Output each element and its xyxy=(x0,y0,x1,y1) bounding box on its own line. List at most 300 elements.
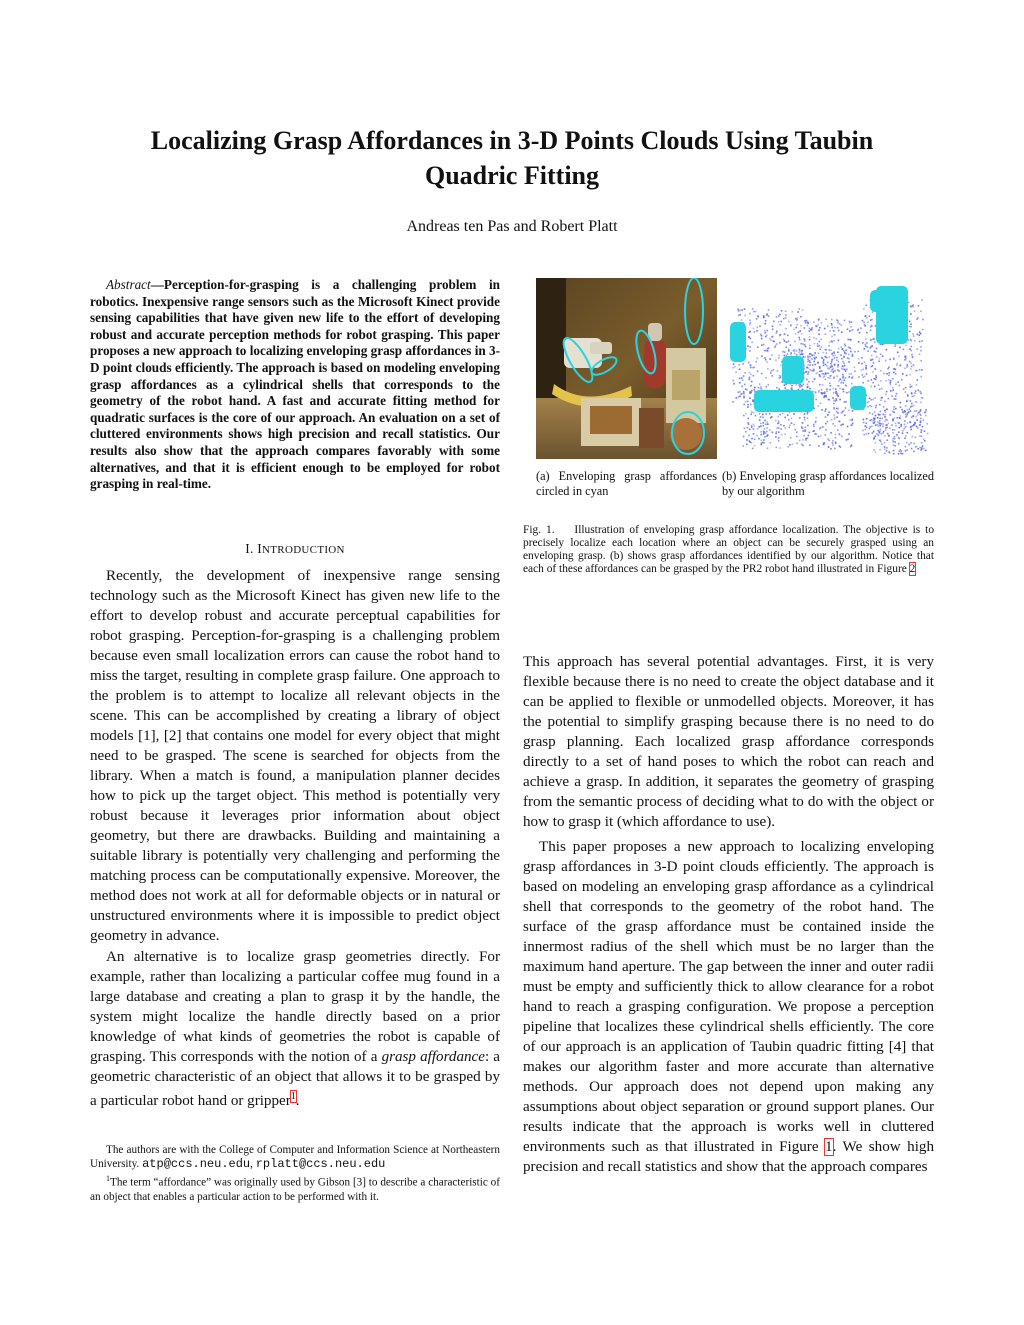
cloud-point xyxy=(841,412,843,414)
cloud-point xyxy=(807,361,809,363)
cloud-point xyxy=(886,447,888,449)
cloud-point xyxy=(753,424,755,426)
cloud-point xyxy=(805,346,807,348)
cloud-point xyxy=(904,437,906,439)
cloud-point xyxy=(879,389,881,391)
cloud-point xyxy=(895,445,897,447)
term-grasp-affordance: grasp affordance xyxy=(381,1049,485,1065)
cloud-point xyxy=(920,391,922,393)
cloud-point xyxy=(739,369,741,371)
cloud-point xyxy=(831,365,833,367)
cloud-point xyxy=(754,445,756,447)
right-p2-text: This paper proposes a new approach to localizing enveloping grasp affordances in 3-D point clouds efficiently. The approach is based on modeling an enveloping grasp affordance as a cylindrical shell that corresponds to the geometry of the robot hand. The surface of the grasp affordance must be contained inside the innermost radius of the shell which must be no larger than the maximum hand aperture. The gap between the inner and outer radii must be empty and sufficiently thick to allow clearance for a robot hand to reach a grasping configuration. We propose a perception pipeline that localizes these cylindrical shells efficiently. The core of our approach is an application of Taubin quadric fitting [4] that makes our algorithm faster and more accurate than alternative methods. Our approach does not depend upon making any assumptions about object separation or ground support planes. Our results indicate that the approach is works well in cluttered environments such as that illustrated in Figure xyxy=(523,839,934,1155)
cloud-point xyxy=(889,372,891,374)
cloud-point xyxy=(765,323,767,325)
cloud-point xyxy=(921,299,923,301)
cloud-point xyxy=(902,411,904,413)
detected-affordance xyxy=(870,290,892,312)
cloud-point xyxy=(881,433,883,435)
cloud-point xyxy=(846,369,848,371)
cloud-point xyxy=(827,421,829,423)
cloud-point xyxy=(912,333,914,335)
cloud-point xyxy=(782,413,784,415)
cloud-point xyxy=(748,435,750,437)
cloud-point xyxy=(907,395,909,397)
cloud-point xyxy=(761,344,763,346)
cloud-point xyxy=(889,452,891,454)
cloud-point xyxy=(755,311,757,313)
cloud-point xyxy=(796,431,798,433)
cloud-point xyxy=(921,340,923,342)
cloud-point xyxy=(808,364,810,366)
cloud-point xyxy=(884,414,886,416)
cloud-point xyxy=(866,373,868,375)
cloud-point xyxy=(880,380,882,382)
cloud-point xyxy=(920,402,922,404)
cloud-point xyxy=(812,327,814,329)
cloud-point xyxy=(849,321,851,323)
cloud-point xyxy=(796,327,798,329)
cloud-point xyxy=(885,411,887,413)
cloud-point xyxy=(880,423,882,425)
cloud-point xyxy=(839,421,841,423)
cloud-point xyxy=(861,357,863,359)
figure-1-ref-link[interactable]: 1 xyxy=(825,1139,833,1155)
cloud-point xyxy=(799,308,801,310)
cloud-point xyxy=(833,371,835,373)
cloud-point xyxy=(841,380,843,382)
cloud-point xyxy=(778,388,780,390)
cloud-point xyxy=(866,332,868,334)
cloud-point xyxy=(766,431,768,433)
cloud-point xyxy=(869,428,871,430)
cloud-point xyxy=(863,376,865,378)
cloud-point xyxy=(813,426,815,428)
cloud-point xyxy=(832,440,834,442)
cloud-point xyxy=(736,397,738,399)
cloud-point xyxy=(887,439,889,441)
figure-1a-caption: (a) Enveloping grasp affordances circled in cyan xyxy=(536,469,717,498)
cloud-point xyxy=(821,346,823,348)
cloud-point xyxy=(834,414,836,416)
cloud-point xyxy=(867,350,869,352)
cloud-point xyxy=(880,354,882,356)
cloud-point xyxy=(831,359,833,361)
cloud-point xyxy=(837,364,839,366)
cloud-point xyxy=(871,419,873,421)
cloud-point xyxy=(819,349,821,351)
cloud-point xyxy=(913,415,915,417)
cloud-point xyxy=(888,398,890,400)
cloud-point xyxy=(758,316,760,318)
cloud-point xyxy=(886,349,888,351)
cloud-point xyxy=(778,438,780,440)
cloud-point xyxy=(778,315,780,317)
cloud-point xyxy=(885,380,887,382)
cloud-point xyxy=(899,451,901,453)
cloud-point xyxy=(916,419,918,421)
cloud-point xyxy=(920,360,922,362)
cloud-point xyxy=(909,384,911,386)
cloud-point xyxy=(871,339,873,341)
cloud-point xyxy=(802,309,804,311)
cloud-point xyxy=(848,433,850,435)
cloud-point xyxy=(761,440,763,442)
cloud-point xyxy=(876,348,878,350)
cloud-point xyxy=(778,431,780,433)
cloud-point xyxy=(892,419,894,421)
cloud-point xyxy=(865,338,867,340)
cloud-point xyxy=(871,386,873,388)
cloud-point xyxy=(784,384,786,386)
cloud-point xyxy=(917,334,919,336)
cloud-point xyxy=(745,401,747,403)
cloud-point xyxy=(758,438,760,440)
cloud-point xyxy=(879,440,881,442)
cloud-point xyxy=(802,422,804,424)
cloud-point xyxy=(910,338,912,340)
cloud-point xyxy=(868,433,870,435)
cloud-point xyxy=(815,392,817,394)
cloud-point xyxy=(771,370,773,372)
cloud-point xyxy=(898,437,900,439)
cloud-point xyxy=(809,330,811,332)
cloud-point xyxy=(749,372,751,374)
cloud-point xyxy=(874,419,876,421)
cloud-point xyxy=(775,345,777,347)
cloud-point xyxy=(785,427,787,429)
cloud-point xyxy=(817,324,819,326)
cloud-point xyxy=(896,365,898,367)
cloud-point xyxy=(804,417,806,419)
cloud-point xyxy=(760,425,762,427)
cloud-point xyxy=(911,405,913,407)
cloud-point xyxy=(862,382,864,384)
cloud-point xyxy=(825,379,827,381)
cloud-point xyxy=(831,319,833,321)
cloud-point xyxy=(911,448,913,450)
cloud-point xyxy=(742,445,744,447)
cloud-point xyxy=(765,320,767,322)
cloud-point xyxy=(873,437,875,439)
cloud-point xyxy=(829,356,831,358)
cloud-point xyxy=(749,324,751,326)
cloud-point xyxy=(887,368,889,370)
cloud-point xyxy=(743,436,745,438)
cloud-point xyxy=(848,361,850,363)
cloud-point xyxy=(830,363,832,365)
cloud-point xyxy=(753,311,755,313)
cloud-point xyxy=(884,448,886,450)
cloud-point xyxy=(817,362,819,364)
cloud-point xyxy=(776,387,778,389)
cloud-point xyxy=(815,422,817,424)
cloud-point xyxy=(882,432,884,434)
email-2[interactable]: rplatt@ccs.neu.edu xyxy=(255,1157,386,1172)
cloud-point xyxy=(767,448,769,450)
cloud-point xyxy=(805,322,807,324)
cloud-point xyxy=(805,438,807,440)
intro-p2-end: . xyxy=(295,1093,300,1110)
cloud-point xyxy=(844,343,846,345)
detected-affordance xyxy=(782,356,804,384)
cloud-point xyxy=(784,417,786,419)
cloud-point xyxy=(755,415,757,417)
cloud-point xyxy=(912,436,914,438)
cloud-point xyxy=(831,419,833,421)
cloud-point xyxy=(775,420,777,422)
cloud-point xyxy=(802,343,804,345)
intro-paragraph-1: Recently, the development of inexpensive range sensing technology such as the Microsoft Kinect has given new life to the effort to develop robust and accurate perceptual capabilities for robot grasping. Perception-for-grasping is a challenging problem because even small localization errors can cause the robot hand to miss the target, resulting in complete grasp failure. One approach to the problem is to attempt to localize all relevant objects in the scene. This can be accomplished by creating a library of object models [1], [2] that contains one model for every object that might need to be grasped. The scene is searched for objects from the library. When a match is found, a manipulation planner decides how to pick up the target object. This method is potentially very robust because it leverages prior information about object geometry, but there are drawbacks. Building and maintaining a suitable library is potentially very challenging and performing the matching process can be computationally expensive. Moreover, the method does not work at all for deformable objects or in natural or unstructured environments where it is impossible to predict object geometry in advance. xyxy=(90,568,500,944)
cloud-point xyxy=(870,359,872,361)
cloud-point xyxy=(844,401,846,403)
cloud-point xyxy=(775,433,777,435)
cloud-point xyxy=(900,402,902,404)
cloud-point xyxy=(874,341,876,343)
cloud-point xyxy=(826,365,828,367)
cloud-point xyxy=(834,334,836,336)
cloud-point xyxy=(821,322,823,324)
cloud-point xyxy=(896,417,898,419)
cloud-point xyxy=(771,354,773,356)
cloud-point xyxy=(819,327,821,329)
cloud-point xyxy=(865,433,867,435)
figure-1b-caption: (b) Enveloping grasp affordances localized by our algorithm xyxy=(722,469,934,498)
cloud-point xyxy=(751,342,753,344)
cloud-point xyxy=(915,401,917,403)
cloud-point xyxy=(845,407,847,409)
cloud-point xyxy=(739,396,741,398)
cloud-point xyxy=(829,377,831,379)
cloud-point xyxy=(900,424,902,426)
cloud-point xyxy=(751,411,753,413)
cloud-point xyxy=(832,444,834,446)
cloud-point xyxy=(732,367,734,369)
cloud-point xyxy=(832,355,834,357)
cloud-point xyxy=(793,329,795,331)
cloud-point xyxy=(849,339,851,341)
cloud-point xyxy=(851,377,853,379)
cloud-point xyxy=(904,424,906,426)
cloud-point xyxy=(920,350,922,352)
cloud-point xyxy=(882,423,884,425)
cloud-point xyxy=(829,330,831,332)
cloud-point xyxy=(766,314,768,316)
cloud-point xyxy=(870,330,872,332)
cloud-point xyxy=(920,418,922,420)
cloud-point xyxy=(763,442,765,444)
cloud-point xyxy=(778,321,780,323)
cloud-point xyxy=(873,338,875,340)
cloud-point xyxy=(913,451,915,453)
cloud-point xyxy=(823,360,825,362)
cloud-point xyxy=(779,447,781,449)
cloud-point xyxy=(807,386,809,388)
cloud-point xyxy=(801,343,803,345)
cloud-point xyxy=(825,349,827,351)
cloud-point xyxy=(833,388,835,390)
cloud-point xyxy=(821,409,823,411)
cloud-point xyxy=(892,378,894,380)
cloud-point xyxy=(898,431,900,433)
section-title-rest: NTRODUCTION xyxy=(262,544,345,556)
cloud-point xyxy=(802,430,804,432)
cloud-point xyxy=(752,399,754,401)
cloud-point xyxy=(789,424,791,426)
figure-2-ref-link[interactable]: 2 xyxy=(909,563,916,575)
cloud-point xyxy=(804,344,806,346)
cloud-point xyxy=(893,453,895,455)
cloud-point xyxy=(884,416,886,418)
intro-paragraph-2 xyxy=(90,947,500,1111)
cloud-point xyxy=(838,348,840,350)
cloud-point xyxy=(815,399,817,401)
cloud-point xyxy=(817,343,819,345)
cloud-point xyxy=(834,425,836,427)
cloud-point xyxy=(822,426,824,428)
cloud-point xyxy=(766,330,768,332)
cloud-point xyxy=(881,418,883,420)
cloud-point xyxy=(893,406,895,408)
cloud-point xyxy=(875,375,877,377)
cloud-point xyxy=(875,368,877,370)
cloud-point xyxy=(905,426,907,428)
detected-affordance xyxy=(754,390,814,412)
cloud-point xyxy=(858,358,860,360)
cloud-point xyxy=(836,359,838,361)
cloud-point xyxy=(801,350,803,352)
cloud-point xyxy=(808,435,810,437)
footnote-ref-link[interactable]: 1 xyxy=(290,1091,296,1102)
cloud-point xyxy=(895,373,897,375)
cloud-point xyxy=(754,425,756,427)
cloud-point xyxy=(842,374,844,376)
cloud-point xyxy=(832,423,834,425)
cloud-point xyxy=(866,304,868,306)
cloud-point xyxy=(818,353,820,355)
cloud-point xyxy=(898,443,900,445)
cloud-point xyxy=(768,347,770,349)
cloud-point xyxy=(920,393,922,395)
cloud-point xyxy=(921,448,923,450)
cloud-point xyxy=(763,315,765,317)
cloud-point xyxy=(878,360,880,362)
cloud-point xyxy=(910,305,912,307)
cloud-point xyxy=(804,338,806,340)
cloud-point xyxy=(783,318,785,320)
cloud-point xyxy=(751,426,753,428)
cloud-point xyxy=(769,413,771,415)
cloud-point xyxy=(834,418,836,420)
footnotes xyxy=(90,1143,500,1204)
cloud-point xyxy=(820,339,822,341)
cloud-point xyxy=(888,375,890,377)
email-1[interactable]: atp@ccs.neu.edu xyxy=(142,1157,251,1172)
cloud-point xyxy=(760,431,762,433)
cloud-point xyxy=(917,427,919,429)
cloud-point xyxy=(796,317,798,319)
cloud-point xyxy=(794,353,796,355)
cloud-point xyxy=(748,345,750,347)
cloud-point xyxy=(902,430,904,432)
cloud-point xyxy=(909,326,911,328)
cloud-point xyxy=(919,435,921,437)
cloud-point xyxy=(849,330,851,332)
cloud-point xyxy=(865,368,867,370)
cloud-point xyxy=(747,422,749,424)
cloud-point xyxy=(812,381,814,383)
cloud-point xyxy=(738,392,740,394)
cloud-point xyxy=(906,345,908,347)
cloud-point xyxy=(925,450,927,452)
cloud-point xyxy=(854,351,856,353)
cloud-point xyxy=(747,404,749,406)
cloud-point xyxy=(873,431,875,433)
cloud-point xyxy=(766,386,768,388)
cloud-point xyxy=(919,447,921,449)
cloud-point xyxy=(917,379,919,381)
cloud-point xyxy=(825,318,827,320)
cloud-point xyxy=(750,385,752,387)
cloud-point xyxy=(829,383,831,385)
cloud-point xyxy=(807,356,809,358)
cloud-point xyxy=(791,389,793,391)
cloud-point xyxy=(883,414,885,416)
cloud-point xyxy=(880,411,882,413)
cloud-point xyxy=(910,426,912,428)
cloud-point xyxy=(809,444,811,446)
cloud-point xyxy=(772,375,774,377)
cloud-point xyxy=(865,429,867,431)
cloud-point xyxy=(805,427,807,429)
cloud-point xyxy=(779,375,781,377)
cloud-point xyxy=(904,359,906,361)
cloud-point xyxy=(899,417,901,419)
cloud-point xyxy=(892,390,894,392)
cloud-point xyxy=(753,328,755,330)
cloud-point xyxy=(911,416,913,418)
cloud-point xyxy=(788,321,790,323)
cloud-point xyxy=(743,393,745,395)
cloud-point xyxy=(827,438,829,440)
cloud-point xyxy=(842,377,844,379)
cloud-point xyxy=(799,417,801,419)
cloud-point xyxy=(837,385,839,387)
cloud-point xyxy=(828,411,830,413)
cloud-point xyxy=(916,319,918,321)
cloud-point xyxy=(875,407,877,409)
cloud-point xyxy=(849,347,851,349)
cloud-point xyxy=(909,321,911,323)
cloud-point xyxy=(869,398,871,400)
cloud-point xyxy=(863,308,865,310)
cloud-point xyxy=(785,346,787,348)
cloud-point xyxy=(862,430,864,432)
cloud-point xyxy=(824,393,826,395)
cloud-point xyxy=(759,383,761,385)
cloud-point xyxy=(741,393,743,395)
cloud-point xyxy=(884,435,886,437)
cloud-point xyxy=(917,317,919,319)
cloud-point xyxy=(854,371,856,373)
cloud-point xyxy=(833,330,835,332)
cloud-point xyxy=(902,432,904,434)
cloud-point xyxy=(826,390,828,392)
cloud-point xyxy=(841,436,843,438)
cloud-point xyxy=(776,316,778,318)
cloud-point xyxy=(761,388,763,390)
cloud-point xyxy=(754,439,756,441)
